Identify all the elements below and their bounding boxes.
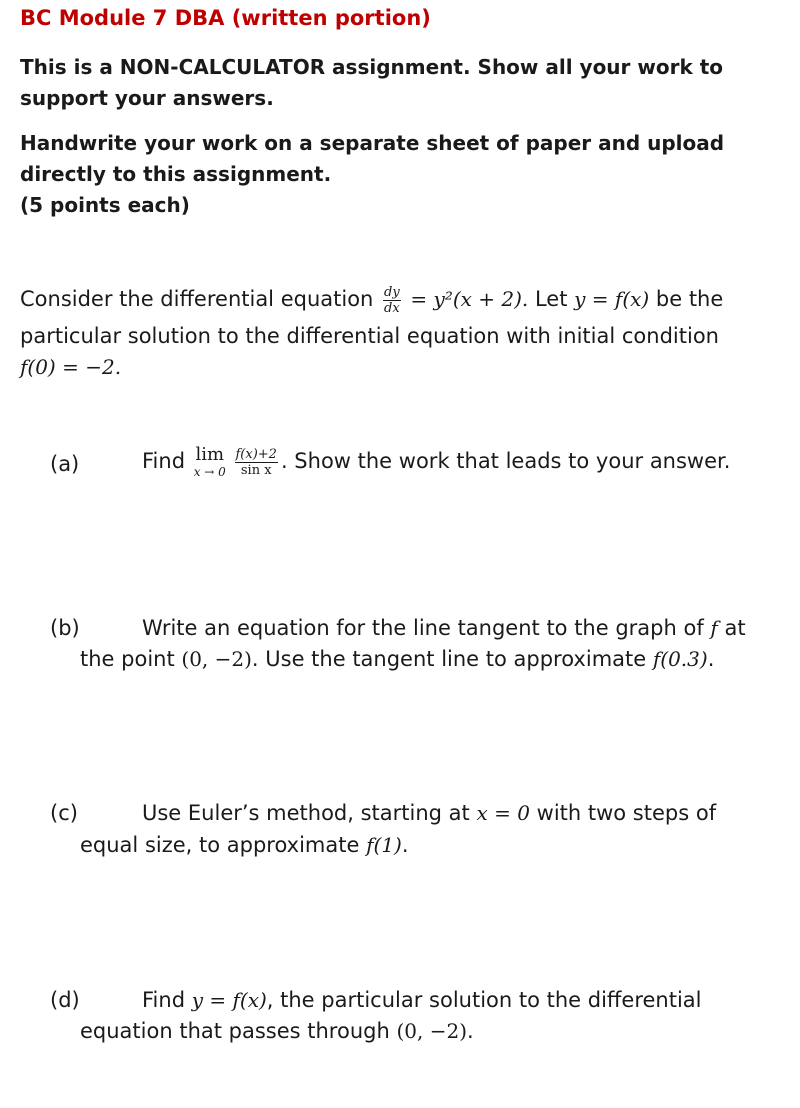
- part-d-text-1a: Find: [142, 988, 186, 1012]
- part-d-point: (0, −2): [396, 1019, 467, 1043]
- part-b-text-2a: the point: [80, 647, 175, 671]
- part-b-at: at: [724, 616, 746, 640]
- part-b-line-2: [80, 644, 714, 674]
- dydx-numerator: dy: [384, 284, 400, 300]
- part-c-line-2: [80, 830, 409, 860]
- problem-line-1: [20, 284, 723, 315]
- upload-instructions-text: Handwrite your work on a separate sheet of paper and upload directly to this assignment.: [20, 131, 725, 186]
- limit-numerator: f(x)+2: [235, 446, 277, 462]
- part-d-text-1b: , the particular solution to the differential: [266, 988, 702, 1012]
- part-d-text-2a: equation that passes through: [80, 1019, 390, 1043]
- part-d-label: (d): [50, 988, 80, 1012]
- part-b-end: .: [707, 647, 715, 671]
- limit-operator: [194, 446, 226, 478]
- part-a-rest: . Show the work that leads to your answer.: [280, 449, 731, 473]
- part-c-text-2a: equal size, to approximate: [80, 833, 360, 857]
- initial-condition-expression: f(0) = −2.: [20, 355, 122, 379]
- part-a-text: [142, 446, 730, 478]
- part-c-text-1b: with two steps of: [536, 801, 717, 825]
- part-b-point: (0, −2): [181, 647, 252, 671]
- part-a-label: (a): [50, 452, 80, 476]
- part-d-line-2: [80, 1016, 474, 1046]
- part-c-line-1: [142, 798, 716, 828]
- let-expression: y = f(x): [574, 287, 650, 311]
- part-c-end: .: [401, 833, 409, 857]
- part-d-line-1: [142, 985, 702, 1015]
- upload-instructions: [20, 128, 760, 221]
- initial-condition: [20, 352, 121, 382]
- non-calculator-instructions: This is a NON-CALCULATOR assignment. Show all your work to support your answers.: [20, 55, 724, 110]
- dydx-denominator: dx: [384, 300, 400, 316]
- limit-fraction: [235, 448, 278, 477]
- limit-denominator: sin x: [240, 462, 272, 478]
- limit-symbol: lim: [195, 444, 225, 465]
- part-c-text-1a: Use Euler’s method, starting at: [142, 801, 470, 825]
- part-b-line-1: [142, 613, 746, 643]
- intro-after-text: be the: [655, 287, 724, 311]
- part-c-approx-expression: f(1): [366, 833, 402, 857]
- part-b-label: (b): [50, 616, 80, 640]
- part-a-find: Find: [142, 449, 186, 473]
- part-b-f: f: [710, 616, 718, 640]
- part-c-label: (c): [50, 801, 78, 825]
- points-note: (5 points each): [20, 193, 190, 217]
- part-b-approx-expression: f(0.3): [652, 647, 708, 671]
- limit-subscript: x → 0: [193, 465, 226, 479]
- part-d-expression: y = f(x): [191, 988, 267, 1012]
- part-b-text-2b: . Use the tangent line to approximate: [251, 647, 647, 671]
- part-c-start-expression: x = 0: [476, 801, 530, 825]
- equation-rhs: = y²(x + 2).: [410, 287, 529, 311]
- problem-intro-text: Consider the differential equation: [20, 287, 374, 311]
- part-b-text-1: Write an equation for the line tangent to the graph of: [142, 616, 704, 640]
- page-title: BC Module 7 DBA (written portion): [20, 6, 431, 30]
- let-text: Let: [534, 287, 568, 311]
- problem-line-2: particular solution to the differential equation with initial condition: [20, 324, 719, 348]
- part-d-end: .: [467, 1019, 474, 1043]
- dydx-fraction: [383, 286, 401, 315]
